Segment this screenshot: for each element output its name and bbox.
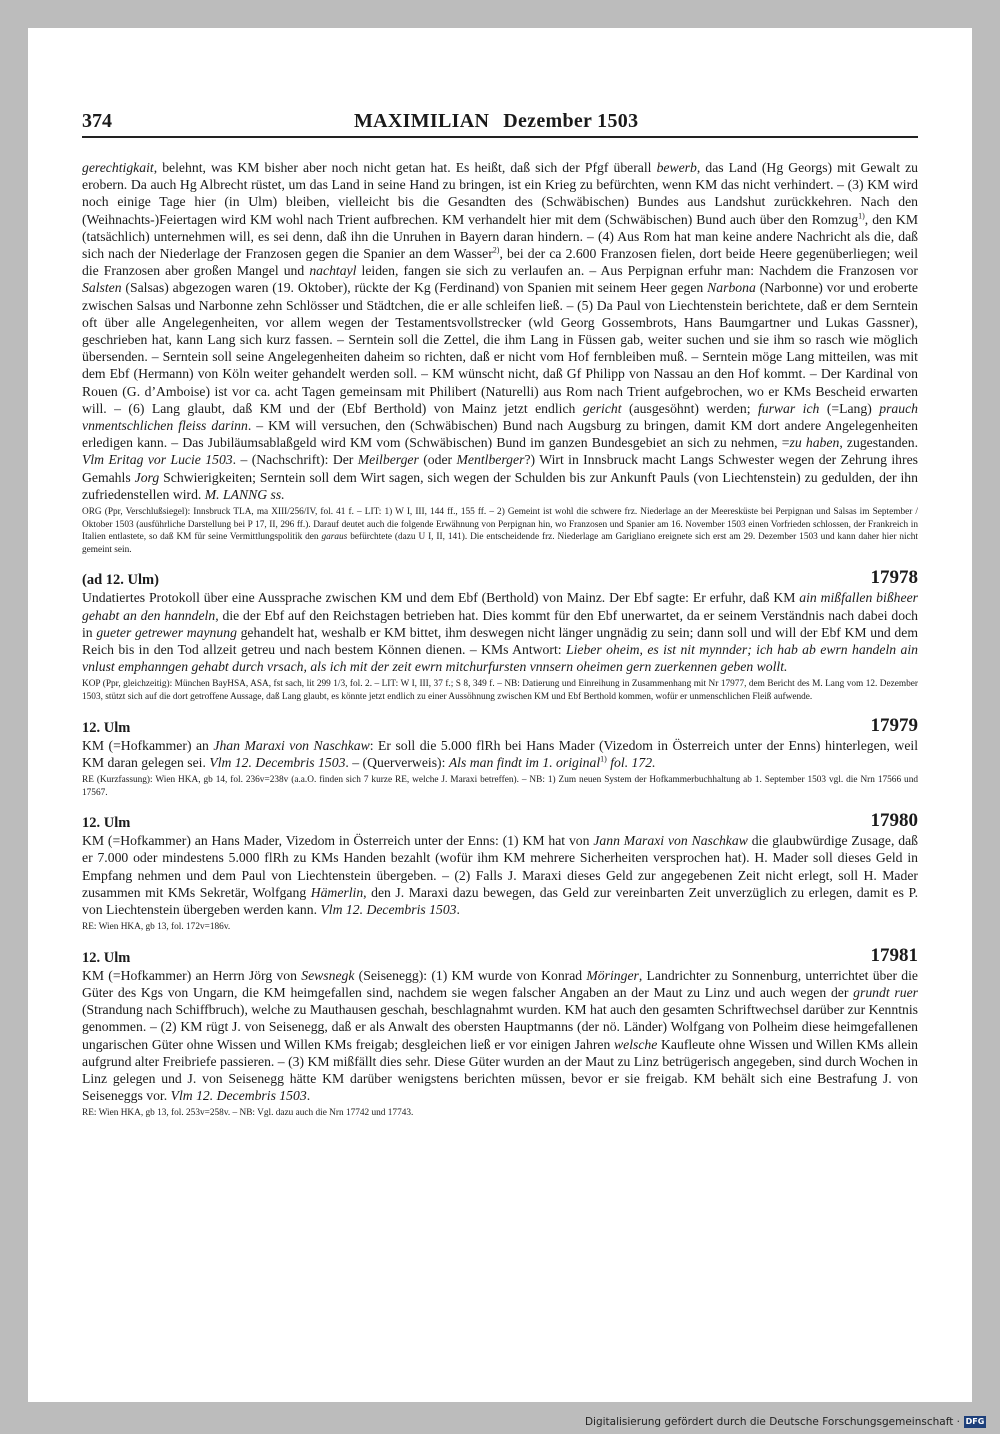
text-run: Undatiertes Protokoll über eine Aussprache zwischen KM und dem Ebf (Berthold) von Mainz. Der Ebf sagte: Er erfuhr, daß KM — [82, 590, 800, 606]
text-run: . — [306, 1088, 311, 1104]
text-run: ain mißfallen bißheer gehabt an den hanndeln — [82, 590, 918, 623]
entry-number: 17980 — [870, 810, 918, 832]
text-run: Vlm 12. Decembris 1503 — [170, 1088, 307, 1104]
text-run: grundt ruer — [853, 985, 918, 1001]
text-run: , belehnt, was KM bisher aber noch nicht getan hat. Es heißt, daß sich der Pfgf überall — [153, 160, 657, 175]
entry-place: 12. Ulm — [82, 719, 131, 736]
text-run: Jhan Maraxi von Naschkaw — [213, 737, 370, 753]
text-run: RE (Kurzfassung): Wien HKA, gb 14, fol. 236v=238v (a.a.O. finden sich 7 kurze RE, welche J. Maraxi betreffen). – NB: 1) Zum neuen System der Hofkammerbuchhaltung ab 1. September 1503 vgl. die Nrn 17566 und 17567. — [82, 775, 918, 798]
text-run: Vlm 12. Decembris 1503 — [209, 754, 346, 770]
entry-number: 17981 — [870, 944, 918, 966]
header-rule — [82, 136, 918, 138]
entry-source-note — [82, 506, 918, 556]
text-run: gueter getrewer maynung — [96, 624, 237, 640]
entry-source-note — [82, 1107, 918, 1120]
text-run: , zugestanden. — [839, 435, 918, 451]
entry-number: 17979 — [870, 714, 918, 736]
entry-text — [82, 589, 918, 675]
footnote-ref: 1) — [858, 211, 865, 221]
text-run: gehandelt hat, weshalb er KM bittet, ihm deswegen nicht länger ungnädig zu sein; dann soll und will der Ebf KM und dem Reich bis in den Tod allzeit getreu und nach bestem Können dienen. – KMs Antwort: — [82, 624, 918, 658]
text-run: furwar ich — [757, 400, 820, 416]
text-run: fol. 172. — [606, 754, 656, 770]
entry-number: 17978 — [870, 567, 918, 589]
text-run: Salsten — [82, 280, 122, 296]
text-run: Jann Maraxi von Naschkaw — [593, 833, 748, 849]
entry-heading — [82, 812, 918, 832]
text-run: Mentlberger — [456, 452, 525, 468]
text-run: prauch vnmentschlichen fleiss darinn — [82, 400, 918, 434]
continued-entry — [82, 159, 918, 556]
text-run: garaus — [321, 532, 348, 543]
footnote-ref: 1) — [600, 754, 607, 764]
entry-text — [82, 832, 918, 918]
text-run: , bei der ca 2.600 Franzosen fielen, dort beide Heere gegenüberliegen; weil die Franzosen aber großen Mangel und — [82, 246, 919, 279]
text-run: gericht — [582, 400, 622, 416]
text-run: befürchtete (dazu U I, II, 141). Die entscheidende frz. Niederlage am Garigliano ereignete sich erst am 29. Dezember 1503 und kann daher hier nicht gemeint sein. — [82, 532, 918, 555]
entry-heading — [82, 569, 918, 589]
text-run: Vlm Eritag vor Lucie 1503 — [82, 452, 233, 468]
text-run: Lieber oheim, es ist nit mynnder; ich hab ab ewrn handeln ain vnlust emphanngen gehabt durch vrsach, als ich mit der zeit ewrn mitchurfursten vnnsern oheimen gern zuerkennen geben wollt. — [82, 642, 919, 675]
text-run: Vlm 12. Decembris 1503 — [320, 902, 457, 918]
entry-source-note — [82, 921, 918, 934]
text-run: welsche — [613, 1036, 658, 1052]
text-run: (=Lang) — [819, 400, 880, 416]
text-run: Sewsnegk — [301, 967, 355, 983]
text-run: Als man findt im 1. original — [448, 754, 601, 770]
text-run: KM (=Hofkammer) an Herrn Jörg von — [82, 967, 302, 983]
text-run: ?) Wirt in Innsbruck macht Langs Schwester wegen der Zehrung ihres Gemahls — [82, 452, 918, 485]
document-body — [82, 159, 918, 1120]
entry-17978 — [82, 569, 918, 703]
entry-place: (ad 12. Ulm) — [82, 572, 159, 589]
entry-text — [82, 159, 918, 503]
entry-place: 12. Ulm — [82, 949, 131, 966]
text-run: Möringer — [586, 967, 639, 983]
text-run: KOP (Ppr, gleichzeitig): München BayHSA, ASA, fst sach, lit 299 1/3, fol. 2. – LIT: W I, III, 37 f.; S 8, 349 f. – NB: Datierung und Einreihung in Zusammenhang mit Nr 17977, dem Bericht des M. Lang vom 12. Dezember 1503, stützt sich auf die dort getroffene Aussage, daß Lang glaubt, es könnte jetzt endlich zu einer Aussöhnung zwischen KM und Ebf Berthold kommen, wofür er unmenschlichen Fleiß aufwende. — [82, 679, 918, 703]
entry-heading — [82, 944, 918, 967]
text-run: (oder — [418, 452, 457, 468]
text-run: M. LANNG ss. — [204, 486, 285, 502]
page-number: 374 — [82, 110, 112, 132]
text-run: (Salsas) abgezogen waren (19. Oktober), rückte der Kg (Ferdinand) von Spanien mit seinem Heer gegen — [121, 280, 708, 296]
text-run: . – KM will versuchen, den (Schwäbischen) Bund nach Augsburg zu bringen, damit KM dort andere Angelegenheiten erledigen kann. – Das Jubiläumsablaßgeld wird KM vom (Schwäbischen) Bund im ganzen Bundesgebiet an sich zu nehmen, = — [82, 418, 919, 451]
text-run: (Narbonne) vor und eroberte zwischen Salsas und Narbonne zehn Schlösser und Städtchen, die er alle schleifen ließ. – (5) Da Paul von Liechtenstein berichtete, daß er dem Serntein oft über alle Angelegenheiten, vor allem wegen der Testamentsvollstrecker (wld Georg Gossembrots, Hans Baumgartner und Lukas Gassner), geschrieben hat, kann Lang sich kurz fassen. – Serntein soll die Zettel, die ihm Lang in Füssen gab, weiter suchen und sie ihm so rasch wie möglich übersenden. – Serntein soll seine Angelegenheiten daheim so richten, daß er nicht vom Hof fernbleiben muß. – Serntein möge Lang mitteilen, was mit dem Ebf (Hermann) von Köln weiter gehandelt werden soll. – KM wünscht nicht, daß Gf Philipp von Nassau an den Hof kommt. – Der Kardinal von Rouen (G. d’Amboise) ist vor ca. acht Tagen gemeinsam mit Philibert (Naturelli) aus Rom nach Trient aufgebrochen, wo er KMs Bescheid erwarten will. – (6) Lang glaubt, daß KM und der (Ebf Berthold) von Mainz jetzt endlich — [82, 280, 919, 416]
running-header — [82, 110, 918, 136]
text-run: , den J. Maraxi dazu bewegen, das Geld zur vereinbarten Zeit unverzüglich zu erlegen, damit es P. von Liechtenstein übergeben werden kann. — [82, 884, 918, 918]
ruler-name: MAXIMILIAN — [354, 110, 490, 132]
entry-text — [82, 737, 918, 771]
text-run: . – (Querverweis): — [345, 754, 449, 770]
text-run: Jorg — [134, 469, 160, 485]
entry-heading — [82, 714, 918, 737]
text-run: zu haben — [789, 435, 840, 451]
text-run: KM (=Hofkammer) an Hans Mader, Vizedom in Österreich unter der Enns: (1) KM hat von — [82, 833, 594, 849]
digitization-footer — [585, 1416, 986, 1428]
text-run: die glaubwürdige Zusage, daß er 7.000 oder mindestens 5.000 flRh zu KMs Handen bezahlt (wofür ihm KM mehrere Sicherheiten versprochen hat). H. Mader soll dieses Geld in Empfang nehmen und dem Paul von Liechtenstein übergeben. – (2) Falls J. Maraxi dieses Geld zur angegebenen Zeit nicht erlegt, soll H. Mader zusammen mit KMs Sekretär, Wolfgang — [82, 833, 918, 900]
footer-text: Digitalisierung gefördert durch die Deutsche Forschungsgemeinschaft · — [584, 1416, 960, 1428]
text-run: Hämerlin — [310, 884, 364, 900]
text-run: (Strandung nach Schiffbruch), welche zu Mauthausen geschah, beschlagnahmt wurden. KM hat auch den gesamten Schriftwechsel darüber zur Kenntnis genommen. – (2) KM rügt J. von Seisenegg, daß er als Anwalt des obersten Hauptmanns (der nö. Länder) Wolfgang von Polheim diese heimgefallenen ungarischen Güter ohne Wissen und Willen KMs freigab; desgleichen ließ er vor einigen Jahren — [82, 1002, 918, 1052]
text-run: Meilberger — [357, 452, 419, 468]
entry-17981 — [82, 944, 919, 1120]
text-run: gerechtigkait — [82, 160, 154, 175]
text-run: : Er soll die 5.000 flRh bei Hans Mader (Vizedom in Österreich unter der Enns) hinterlegen, weil KM daran gelegen sei. — [82, 737, 918, 770]
entry-17979 — [82, 714, 918, 800]
running-title — [354, 110, 638, 133]
text-run: RE: Wien HKA, gb 13, fol. 253v=258v. – NB: Vgl. dazu auch die Nrn 17742 und 17743. — [82, 1108, 414, 1119]
text-run: , das Land (Hg Georgs) mit Gewalt zu erobern. Da auch Hg Albrecht rüstet, um das Land in seine Hand zu bringen, ist ein Krieg zu befürchten, wenn KM das nicht verhindert. – (3) KM wird noch einige Tage hier (in Ulm) bleiben, vielleicht bis die Gesandten des (Schwäbischen) Bundes aus Landshut zurückkehren. Nach den (Weihnachts-)Feiertagen wird KM wohl nach Trient aufbrechen. KM verhandelt hier mit dem (Schwäbischen) Bund auch über den Romzug — [82, 160, 918, 227]
entry-source-note — [82, 774, 918, 799]
text-run: (Seisenegg): (1) KM wurde von Konrad — [354, 967, 587, 983]
text-run: leiden, fangen sie sich zu verlaufen an. – Aus Perpignan erfuhr man: Nachdem die Franzosen vor — [356, 263, 918, 279]
header-date: Dezember 1503 — [503, 110, 639, 132]
text-run: RE: Wien HKA, gb 13, fol. 172v=186v. — [82, 922, 231, 933]
text-run: , den KM (tatsächlich) unternehmen will, es sei denn, daß ihn die Unruhen in Bayern daran hindern. – (4) Aus Rom hat man keine andere Nachricht als die, daß sich nach der Niederlage der Franzosen gegen die Spanier an dem Wasser — [82, 211, 918, 262]
text-run: , die der Ebf auf den Reichstagen betrieben hat. Dies kommt für den Ebf unerwartet, da er seinem Verständnis nach dabei doch in — [82, 607, 918, 640]
text-run: Narbona — [707, 280, 756, 296]
entry-text — [82, 967, 918, 1105]
text-run: . – (Nachschrift): Der — [232, 452, 358, 468]
footnote-ref: 2) — [492, 245, 500, 255]
entry-source-note — [82, 678, 918, 703]
entry-17980 — [82, 812, 918, 934]
entry-place: 12. Ulm — [82, 815, 131, 832]
text-run: Kaufleute ohne Wissen und Willen KMs allein aufgrund alter Freibriefe passieren. – (3) KM mißfällt dies sehr. Diese Güter wurden an der Maut zu Linz betrügerisch angegeben, sind durch Wochen in Linz gelegen und J. von Seisenegg hätte KM darüber wenigstens berichten müssen, bevor er sie freigab. KM behält sich eine Bestrafung J. von Seiseneggs vor. — [82, 1036, 918, 1104]
text-run: Schwierigkeiten; Serntein soll dem Wirt sagen, sich wegen der Schulden bis zur Ankunft Pauls (von Liechtenstein) zu gedulden, der ihn zufriedenstellen wird. — [82, 469, 918, 502]
dfg-logo-icon: DFG — [965, 1417, 985, 1426]
text-run: ORG (Ppr, Verschlußsiegel): Innsbruck TLA, ma XIII/256/IV, fol. 41 f. – LIT: 1) W I, III, 144 ff., 155 ff. – 2) Gemeint ist wohl die schwere frz. Niederlage an der Meeresküste bei Perpignan und Salsas im September / Oktober 1503 (ausführliche Darstellung bei P 17, II, 296 ff.). Darauf deutet auch die folgende Erwähnung von Perpignan hin, wo Franzosen und Spanier am 16. November 1503 einen Vorfrieden schlossen, der Frankreich in Italien entlastete, so daß KM für seine Vermittlungspolitik den — [82, 507, 918, 543]
text-run: (ausgesöhnt) werden; — [621, 400, 758, 416]
text-run: bewerb — [656, 160, 697, 175]
text-run: . — [456, 902, 460, 918]
text-run: KM (=Hofkammer) an — [82, 737, 214, 753]
text-run: nachtayl — [309, 263, 357, 279]
text-run: , Landrichter zu Sonnenburg, unterrichtet über die Güter des Kgs von Ungarn, die KM heimgefallen sind, nachdem sie wegen falscher Angaben an der Maut zu Linz und auch wegen der — [82, 967, 919, 1001]
